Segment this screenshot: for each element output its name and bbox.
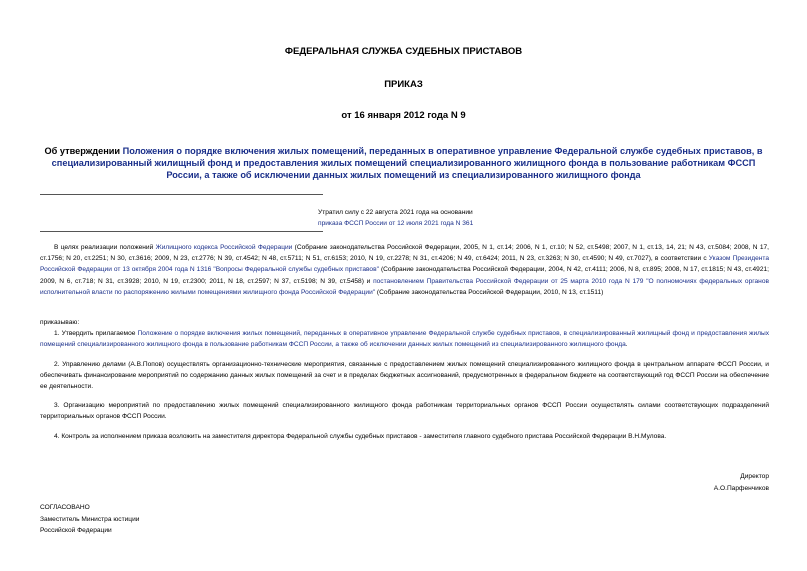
title-regulation-link[interactable]: Положения о порядке включения жилых помещений, переданных в оперативное управление Федеральной службе судебных приставов, в специализированный жилищный фонд и предоставления жилых помещений специализированного жилищного фонда в пользование работникам ФССП России, а также об исключении данных жилых помещений из специализированного жилищного фонда [51,146,763,180]
regulation-link[interactable]: Положение о порядке включения жилых помещений, переданных в оперативное управление Федеральной службе судебных приставов, в специализированный жилищный фонд и предоставления жилых помещений специализированного жилищного фонда в пользование работникам ФССП России, а также об исключении данных жилых помещений из специализированного жилищного фонда [40,330,770,349]
approver-organization: Российской Федерации [40,527,112,534]
document-type-heading: ПРИКАЗ [384,79,423,90]
signer-position: Директор [740,473,769,480]
organization-heading: ФЕДЕРАЛЬНАЯ СЛУЖБА СУДЕБНЫХ ПРИСТАВОВ [284,46,523,57]
repeal-order-link[interactable]: приказа ФССП России от 12 июля 2021 года N 361 [318,220,474,227]
preamble-text-3: (Собрание законодательства Российской Федерации, 2004, N 42, ст.4111; 2006, N 8, ст.895; 2008, N 17, ст.1815; N 43, ст.4921; 2009, N 6, ст.718; N 31, ст.3928; 2010, N 19, ст.2300; 2011, N 18, ст.2597; N 37, ст.5198; N 39, ст.5458) и [40,266,769,285]
preamble-text-1: В целях реализации положений [54,244,156,251]
item-4: 4. Контроль за исполнением приказа возложить на заместителя директора Федеральной службы судебных приставов - заместителя главного судебного пристава Российской Федерации В.Н.Мулова. [54,433,667,440]
preamble-paragraph [40,242,769,298]
item-1-text: 1. Утвердить прилагаемое [54,330,138,337]
signer-name: А.О.Парфенчиков [713,484,769,492]
preamble-text-4: (Собрание законодательства Российской Федерации, 2010, N 13, ст.1511) [375,288,604,296]
item-1 [40,328,769,350]
divider-top [40,194,323,195]
approver-position: Заместитель Министра юстиции [40,515,140,523]
signature-block [600,471,769,494]
presidential-decree-link[interactable]: Указом Президента Российской Федерации от 13 октября 2004 года N 1316 "Вопросы Федеральной службы судебных приставов" [40,255,770,274]
divider-bottom [40,231,323,232]
government-resolution-link[interactable]: постановлением Правительства Российской Федерации от 25 марта 2010 года N 179 "О полномочиях федеральных органов исполнительной власти по распоряжению жилыми помещениями жилищного фонда Российской Федерации" [40,277,769,296]
document-date: от 16 января 2012 года N 9 [341,110,466,121]
validity-status [318,207,618,229]
preamble-text-2: (Собрание законодательства Российской Федерации, 2005, N 1, ст.14; 2006, N 1, ст.10; N 52, ст.5498; 2007, N 1, ст.13, 14, 21; N 43, ст.5084; 2008, N 17, ст.1756; N 20, ст.2251; N 30, ст.3616; 2009, N 23, ст.2776; N 39, ст.4542; N 48, ст.5711; N 51, ст.6153; 2010, N 19, ст.2278; N 31, ст.4206; N 49, ст.6424; 2011, N 23, ст.3263; N 30, ст.4590; N 49, ст.7027), в соответствии с [40,244,769,263]
item-1-end: . [625,341,628,349]
item-3: 3. Организацию мероприятий по предоставлению жилых помещений специализированного жилищного фонда работникам территориальных органов ФССП России осуществлять силами соответствующих подразделений территориальных органов ФССП России. [40,402,769,421]
approval-block [40,502,340,537]
housing-code-link[interactable]: Жилищного кодекса Российской Федерации [155,244,293,251]
approval-label: СОГЛАСОВАНО [40,504,90,511]
document-title [36,145,771,181]
order-word: приказываю: [40,319,80,326]
status-text: Утратил силу с 22 августа 2021 года на основании [318,209,473,216]
item-2: 2. Управлению делами (А.В.Попов) осуществлять организационно-технические мероприятия, связанные с предоставлением жилых помещений специализированного жилищного фонда в центральном аппарате ФССП России, и обеспечивать финансирование мероприятий по содержанию данных жилых помещений за счет и в пределах бюджетных ассигнований, предусмотренных в федеральном бюджете на соответствующий год ФССП России на обеспечение ее деятельности. [40,361,769,391]
title-prefix: Об утверждении [44,146,123,156]
